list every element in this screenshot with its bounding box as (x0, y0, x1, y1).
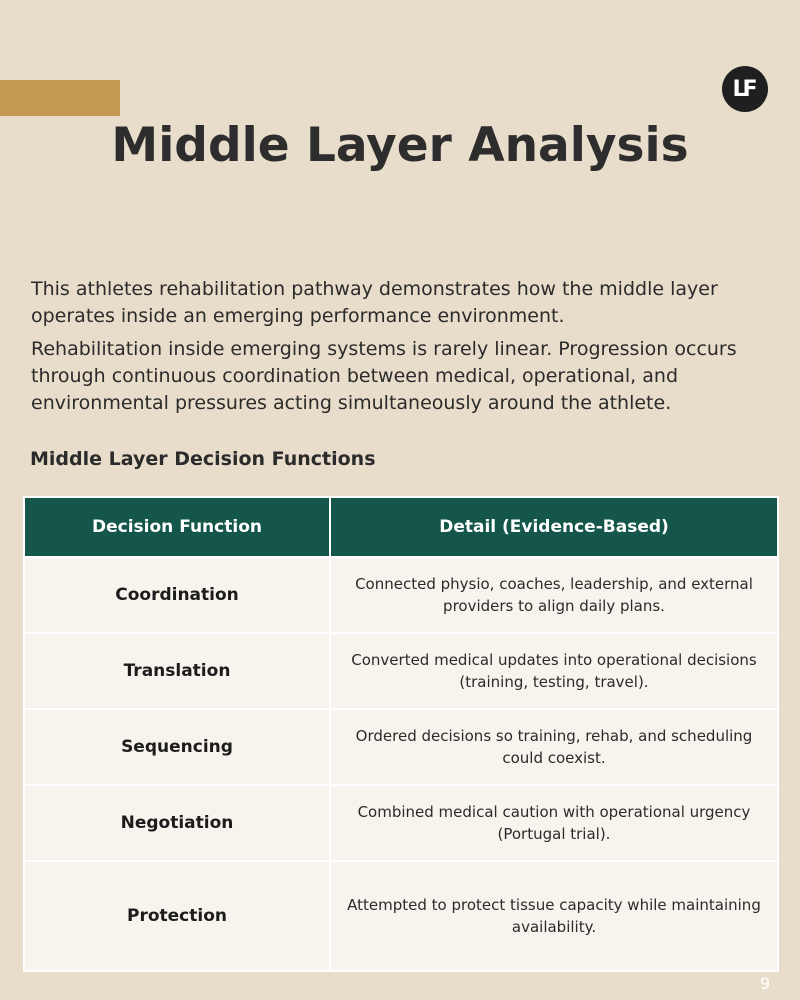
detail-cell: Attempted to protect tissue capacity while maintaining availability. (330, 861, 778, 971)
detail-cell: Converted medical updates into operational decisions (training, testing, travel). (330, 633, 778, 709)
column-header-function: Decision Function (24, 497, 330, 557)
detail-cell: Connected physio, coaches, leadership, and external providers to align daily plans. (330, 557, 778, 633)
table-row (24, 709, 778, 785)
table-row (24, 633, 778, 709)
function-cell: Negotiation (24, 785, 330, 861)
intro-text (31, 276, 771, 423)
decision-functions-table (23, 496, 777, 972)
detail-cell: Combined medical caution with operational urgency (Portugal trial). (330, 785, 778, 861)
function-cell: Coordination (24, 557, 330, 633)
intro-paragraph-2: Rehabilitation inside emerging systems is rarely linear. Progression occurs through continuous coordination between medical, operational, and environmental pressures acting simultaneously around the athlete. (31, 338, 737, 414)
table-row (24, 861, 778, 971)
page-title: Middle Layer Analysis (111, 118, 689, 173)
page-number: 9 (760, 974, 771, 993)
function-cell: Sequencing (24, 709, 330, 785)
section-heading: Middle Layer Decision Functions (30, 448, 376, 470)
accent-bar (0, 80, 120, 116)
table-header-row (24, 497, 778, 557)
logo: LF (722, 66, 768, 112)
table-row (24, 785, 778, 861)
column-header-detail: Detail (Evidence-Based) (330, 497, 778, 557)
intro-paragraph-1: This athletes rehabilitation pathway demonstrates how the middle layer operates inside an emerging performance environment. (31, 278, 718, 327)
function-cell: Translation (24, 633, 330, 709)
table-row (24, 557, 778, 633)
detail-cell: Ordered decisions so training, rehab, and scheduling could coexist. (330, 709, 778, 785)
function-cell: Protection (24, 861, 330, 971)
